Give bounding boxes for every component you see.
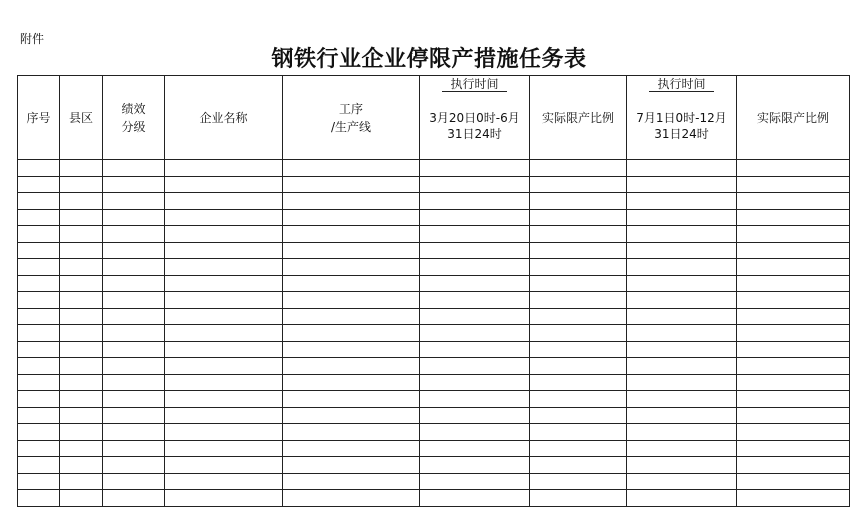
table-cell — [103, 325, 165, 342]
table-cell — [103, 457, 165, 474]
table-cell — [737, 391, 850, 408]
table-cell — [420, 226, 530, 243]
table-cell — [60, 325, 103, 342]
table-cell — [165, 490, 283, 507]
table-cell — [627, 176, 737, 193]
table-cell — [530, 226, 627, 243]
header-exec-time-1-label: 执行时间 — [442, 77, 506, 92]
table-cell — [627, 424, 737, 441]
attachment-label: 附件 — [20, 32, 45, 46]
table-cell — [627, 407, 737, 424]
table-cell — [103, 259, 165, 276]
table-cell — [737, 292, 850, 309]
table-cell — [60, 209, 103, 226]
table-cell — [737, 358, 850, 375]
table-cell — [165, 193, 283, 210]
table-cell — [737, 226, 850, 243]
table-cell — [737, 275, 850, 292]
table-cell — [18, 160, 60, 177]
table-cell — [18, 275, 60, 292]
table-cell — [737, 209, 850, 226]
table-cell — [627, 325, 737, 342]
table-row — [18, 358, 850, 375]
table-cell — [283, 292, 420, 309]
header-performance-grade — [103, 76, 165, 160]
table-cell — [60, 407, 103, 424]
table-cell — [165, 176, 283, 193]
table-cell — [627, 193, 737, 210]
header-county: 县区 — [60, 76, 103, 160]
table-cell — [530, 308, 627, 325]
table-cell — [283, 440, 420, 457]
table-cell — [627, 358, 737, 375]
table-row — [18, 490, 850, 507]
table-cell — [283, 457, 420, 474]
table-cell — [530, 242, 627, 259]
table-cell — [530, 457, 627, 474]
table-row — [18, 259, 850, 276]
header-exec-time-1 — [420, 76, 530, 93]
table-cell — [60, 160, 103, 177]
table-cell — [60, 308, 103, 325]
table-cell — [420, 473, 530, 490]
table-cell — [18, 341, 60, 358]
table-cell — [737, 473, 850, 490]
table-cell — [530, 176, 627, 193]
table-cell — [283, 325, 420, 342]
table-cell — [737, 259, 850, 276]
table-cell — [737, 325, 850, 342]
header-row-top — [18, 76, 850, 93]
table-cell — [103, 490, 165, 507]
table-cell — [60, 292, 103, 309]
table-row — [18, 275, 850, 292]
table-cell — [420, 457, 530, 474]
table-cell — [18, 374, 60, 391]
table-cell — [18, 292, 60, 309]
table-cell — [103, 209, 165, 226]
table-cell — [18, 473, 60, 490]
table-cell — [737, 176, 850, 193]
table-row — [18, 308, 850, 325]
table-cell — [165, 407, 283, 424]
table-cell — [627, 209, 737, 226]
table-cell — [627, 275, 737, 292]
header-exec-time-2-label: 执行时间 — [649, 77, 713, 92]
table-cell — [627, 292, 737, 309]
table-cell — [530, 193, 627, 210]
table-cell — [530, 358, 627, 375]
table-cell — [103, 424, 165, 441]
table-cell — [165, 292, 283, 309]
header-performance-line1: 绩效 — [121, 101, 146, 116]
table-row — [18, 292, 850, 309]
table-cell — [283, 193, 420, 210]
table-cell — [60, 391, 103, 408]
table-cell — [627, 490, 737, 507]
table-cell — [18, 209, 60, 226]
table-cell — [103, 308, 165, 325]
table-row — [18, 341, 850, 358]
table-cell — [18, 391, 60, 408]
table-row — [18, 325, 850, 342]
table-cell — [283, 176, 420, 193]
table-cell — [18, 193, 60, 210]
table-cell — [530, 391, 627, 408]
table-cell — [283, 160, 420, 177]
table-cell — [627, 374, 737, 391]
header-process-line — [283, 76, 420, 160]
table-cell — [60, 242, 103, 259]
table-cell — [103, 193, 165, 210]
table-cell — [165, 473, 283, 490]
header-period-1-line2: 31日24时 — [447, 126, 502, 141]
table-cell — [165, 391, 283, 408]
header-actual-ratio-1: 实际限产比例 — [530, 76, 627, 160]
table-cell — [103, 275, 165, 292]
table-cell — [530, 259, 627, 276]
header-period-2 — [627, 92, 737, 160]
header-exec-time-2 — [627, 76, 737, 93]
table-cell — [283, 473, 420, 490]
table-cell — [420, 407, 530, 424]
table-cell — [165, 457, 283, 474]
page-title: 钢铁行业企业停限产措施任务表 — [271, 46, 587, 72]
table-cell — [737, 160, 850, 177]
table-cell — [103, 292, 165, 309]
table-cell — [103, 341, 165, 358]
table-cell — [627, 341, 737, 358]
table-cell — [737, 341, 850, 358]
table-cell — [530, 407, 627, 424]
table-cell — [18, 440, 60, 457]
table-cell — [283, 374, 420, 391]
table-row — [18, 176, 850, 193]
table-cell — [530, 440, 627, 457]
table-cell — [283, 407, 420, 424]
table-cell — [60, 341, 103, 358]
task-table — [17, 75, 850, 507]
header-company-name: 企业名称 — [165, 76, 283, 160]
table-row — [18, 424, 850, 441]
table-cell — [530, 209, 627, 226]
table-cell — [165, 325, 283, 342]
header-process-line2: /生产线 — [330, 119, 372, 134]
table-cell — [18, 358, 60, 375]
table-cell — [737, 490, 850, 507]
table-cell — [530, 275, 627, 292]
table-cell — [165, 424, 283, 441]
table-cell — [737, 242, 850, 259]
table-cell — [627, 259, 737, 276]
table-row — [18, 440, 850, 457]
table-cell — [420, 490, 530, 507]
table-cell — [18, 242, 60, 259]
table-cell — [103, 391, 165, 408]
table-cell — [60, 457, 103, 474]
table-cell — [627, 226, 737, 243]
table-cell — [18, 308, 60, 325]
table-cell — [627, 160, 737, 177]
table-cell — [283, 424, 420, 441]
table-cell — [283, 341, 420, 358]
table-cell — [60, 424, 103, 441]
table-cell — [60, 226, 103, 243]
header-period-1-line1: 3月20日0时-6月 — [429, 110, 520, 125]
table-cell — [165, 358, 283, 375]
table-cell — [165, 259, 283, 276]
table-cell — [420, 259, 530, 276]
header-performance-line2: 分级 — [121, 119, 146, 134]
table-cell — [18, 457, 60, 474]
table-cell — [18, 259, 60, 276]
table-cell — [420, 440, 530, 457]
table-cell — [420, 275, 530, 292]
table-cell — [420, 242, 530, 259]
table-cell — [165, 209, 283, 226]
table-row — [18, 226, 850, 243]
table-cell — [283, 242, 420, 259]
table-cell — [627, 473, 737, 490]
table-cell — [103, 407, 165, 424]
table-cell — [60, 275, 103, 292]
table-cell — [420, 292, 530, 309]
table-cell — [18, 226, 60, 243]
table-cell — [283, 275, 420, 292]
table-cell — [60, 473, 103, 490]
table-row — [18, 209, 850, 226]
table-row — [18, 242, 850, 259]
table-cell — [18, 424, 60, 441]
table-cell — [165, 308, 283, 325]
table-cell — [283, 308, 420, 325]
table-cell — [737, 424, 850, 441]
table-cell — [283, 259, 420, 276]
table-cell — [627, 391, 737, 408]
table-cell — [420, 341, 530, 358]
table-cell — [627, 440, 737, 457]
table-cell — [60, 193, 103, 210]
header-seq: 序号 — [18, 76, 60, 160]
table-cell — [530, 473, 627, 490]
table-cell — [627, 308, 737, 325]
table-cell — [420, 308, 530, 325]
table-cell — [103, 160, 165, 177]
table-cell — [420, 160, 530, 177]
table-cell — [530, 341, 627, 358]
table-cell — [165, 226, 283, 243]
table-cell — [420, 209, 530, 226]
table-cell — [283, 358, 420, 375]
table-cell — [165, 341, 283, 358]
table-cell — [420, 391, 530, 408]
table-cell — [60, 374, 103, 391]
table-cell — [18, 407, 60, 424]
table-cell — [18, 325, 60, 342]
table-cell — [103, 226, 165, 243]
table-cell — [283, 226, 420, 243]
table-cell — [420, 325, 530, 342]
header-period-2-line2: 31日24时 — [654, 126, 709, 141]
table-row — [18, 407, 850, 424]
table-cell — [60, 259, 103, 276]
table-cell — [420, 424, 530, 441]
table-cell — [737, 374, 850, 391]
table-cell — [530, 374, 627, 391]
table-cell — [737, 457, 850, 474]
table-row — [18, 391, 850, 408]
table-row — [18, 457, 850, 474]
table-cell — [530, 424, 627, 441]
header-process-line1: 工序 — [338, 101, 363, 116]
table-cell — [60, 490, 103, 507]
table-cell — [103, 176, 165, 193]
table-cell — [530, 490, 627, 507]
header-actual-ratio-2: 实际限产比例 — [737, 76, 850, 160]
table-cell — [18, 176, 60, 193]
table-cell — [283, 391, 420, 408]
table-cell — [420, 193, 530, 210]
table-cell — [420, 374, 530, 391]
table-cell — [165, 440, 283, 457]
table-cell — [737, 308, 850, 325]
table-cell — [283, 209, 420, 226]
table-cell — [103, 374, 165, 391]
table-body — [18, 160, 850, 507]
table-cell — [530, 160, 627, 177]
table-cell — [103, 473, 165, 490]
table-cell — [60, 176, 103, 193]
table-cell — [530, 292, 627, 309]
table-cell — [103, 440, 165, 457]
table-cell — [420, 176, 530, 193]
table-cell — [60, 358, 103, 375]
table-cell — [420, 358, 530, 375]
table-cell — [103, 358, 165, 375]
table-cell — [165, 160, 283, 177]
table-cell — [165, 374, 283, 391]
table-cell — [103, 242, 165, 259]
table-cell — [165, 242, 283, 259]
table-row — [18, 374, 850, 391]
table-cell — [283, 490, 420, 507]
table-cell — [18, 490, 60, 507]
table-row — [18, 160, 850, 177]
table-cell — [165, 275, 283, 292]
header-period-1 — [420, 92, 530, 160]
table-cell — [627, 242, 737, 259]
table-cell — [530, 325, 627, 342]
table-cell — [60, 440, 103, 457]
table-cell — [627, 457, 737, 474]
table-cell — [737, 440, 850, 457]
header-period-2-line1: 7月1日0时-12月 — [636, 110, 727, 125]
table-row — [18, 193, 850, 210]
table-row — [18, 473, 850, 490]
table-cell — [737, 193, 850, 210]
table-cell — [737, 407, 850, 424]
